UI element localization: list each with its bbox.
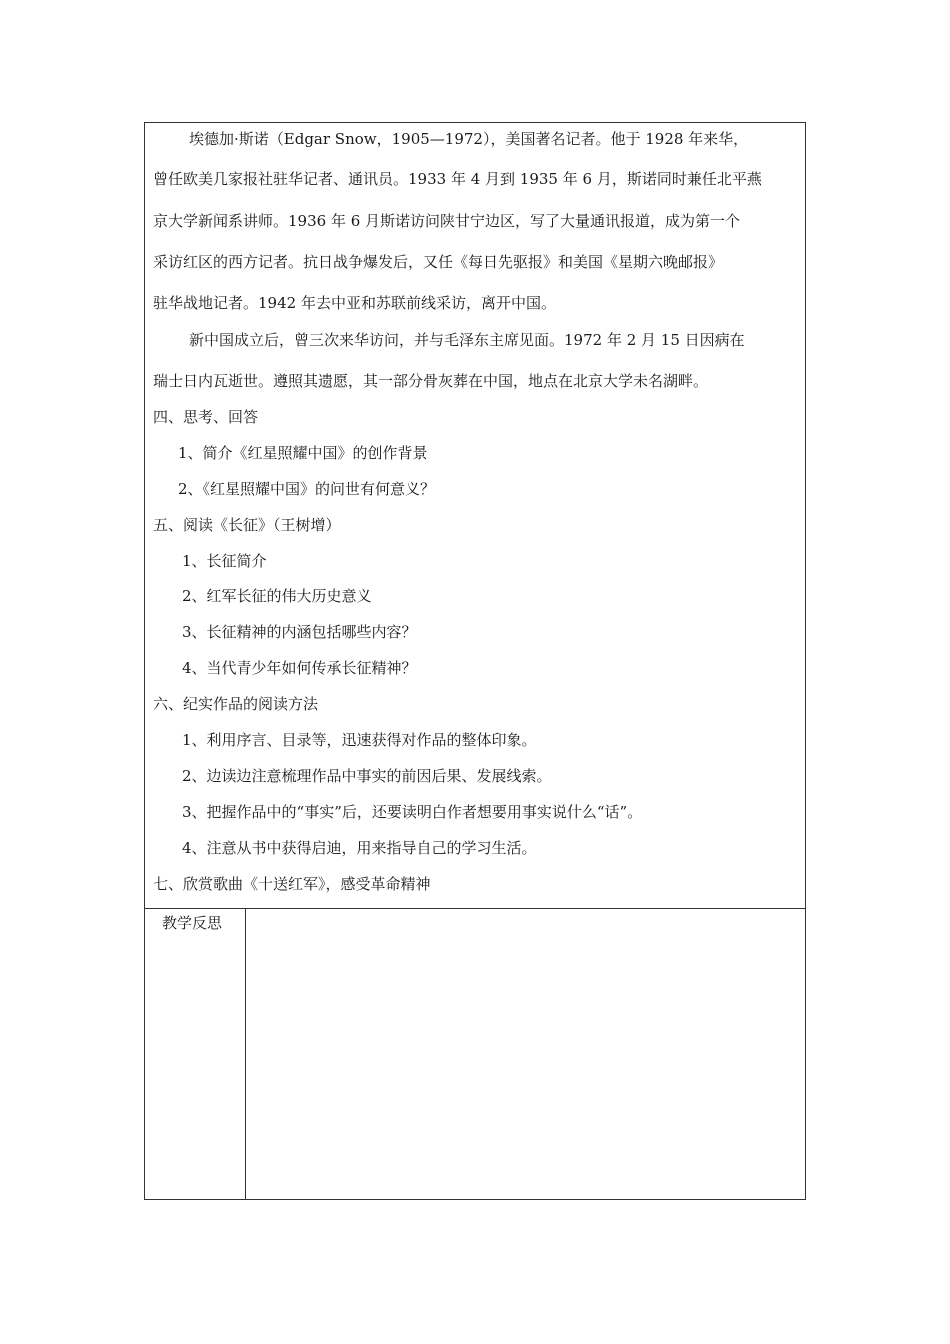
section-4-item-1: 1、简介《红星照耀中国》的创作背景 (178, 444, 428, 462)
intro-p1-line-2: 曾任欧美几家报社驻华记者、通讯员。1933 年 4 月到 1935 年 6 月，斯诺同时兼任北平燕 (153, 170, 762, 188)
section-6-item-3: 3、把握作品中的“事实”后，还要读明白作者想要用事实说什么“话”。 (182, 803, 643, 821)
reflection-label: 教学反思 (162, 914, 223, 932)
section-6-item-1: 1、利用序言、目录等，迅速获得对作品的整体印象。 (182, 731, 537, 749)
section-5-item-3: 3、长征精神的内涵包括哪些内容？ (182, 623, 417, 641)
intro-p1-line-5: 驻华战地记者。1942 年去中亚和苏联前线采访，离开中国。 (153, 294, 556, 312)
reflection-cell (246, 909, 805, 1199)
section-6-item-2: 2、边读边注意梳理作品中事实的前因后果、发展线索。 (182, 767, 552, 785)
section-5-item-4: 4、当代青少年如何传承长征精神？ (182, 659, 417, 677)
section-4-title: 四、思考、回答 (153, 408, 259, 426)
lesson-content (145, 123, 805, 909)
intro-p1-line-4: 采访红区的西方记者。抗日战争爆发后，又任《每日先驱报》和美国《星期六晚邮报》 (153, 253, 724, 271)
section-7-title: 七、欣赏歌曲《十送红军》，感受革命精神 (153, 875, 431, 893)
intro-p1-line-1: 埃德加·斯诺（Edgar Snow，1905—1972），美国著名记者。他于 1928 年来华， (189, 130, 749, 148)
section-6-item-4: 4、注意从书中获得启迪，用来指导自己的学习生活。 (182, 839, 537, 857)
section-6-title: 六、纪实作品的阅读方法 (153, 695, 319, 713)
section-5-title: 五、阅读《长征》（王树增） (153, 516, 341, 534)
section-5-item-2: 2、红军长征的伟大历史意义 (182, 587, 372, 605)
section-4-item-2: 2、《红星照耀中国》的问世有何意义？ (178, 480, 436, 498)
intro-p2-line-2: 瑞士日内瓦逝世。遵照其遗愿，其一部分骨灰葬在中国，地点在北京大学未名湖畔。 (153, 372, 709, 390)
intro-p2-line-1: 新中国成立后，曾三次来华访问，并与毛泽东主席见面。1972 年 2 月 15 日因病在 (189, 331, 745, 349)
intro-p1-line-3: 京大学新闻系讲师。1936 年 6 月斯诺访问陕甘宁边区，写了大量通讯报道，成为第一个 (153, 212, 741, 230)
section-5-item-1: 1、长征简介 (182, 552, 267, 570)
lesson-table (144, 122, 806, 1200)
